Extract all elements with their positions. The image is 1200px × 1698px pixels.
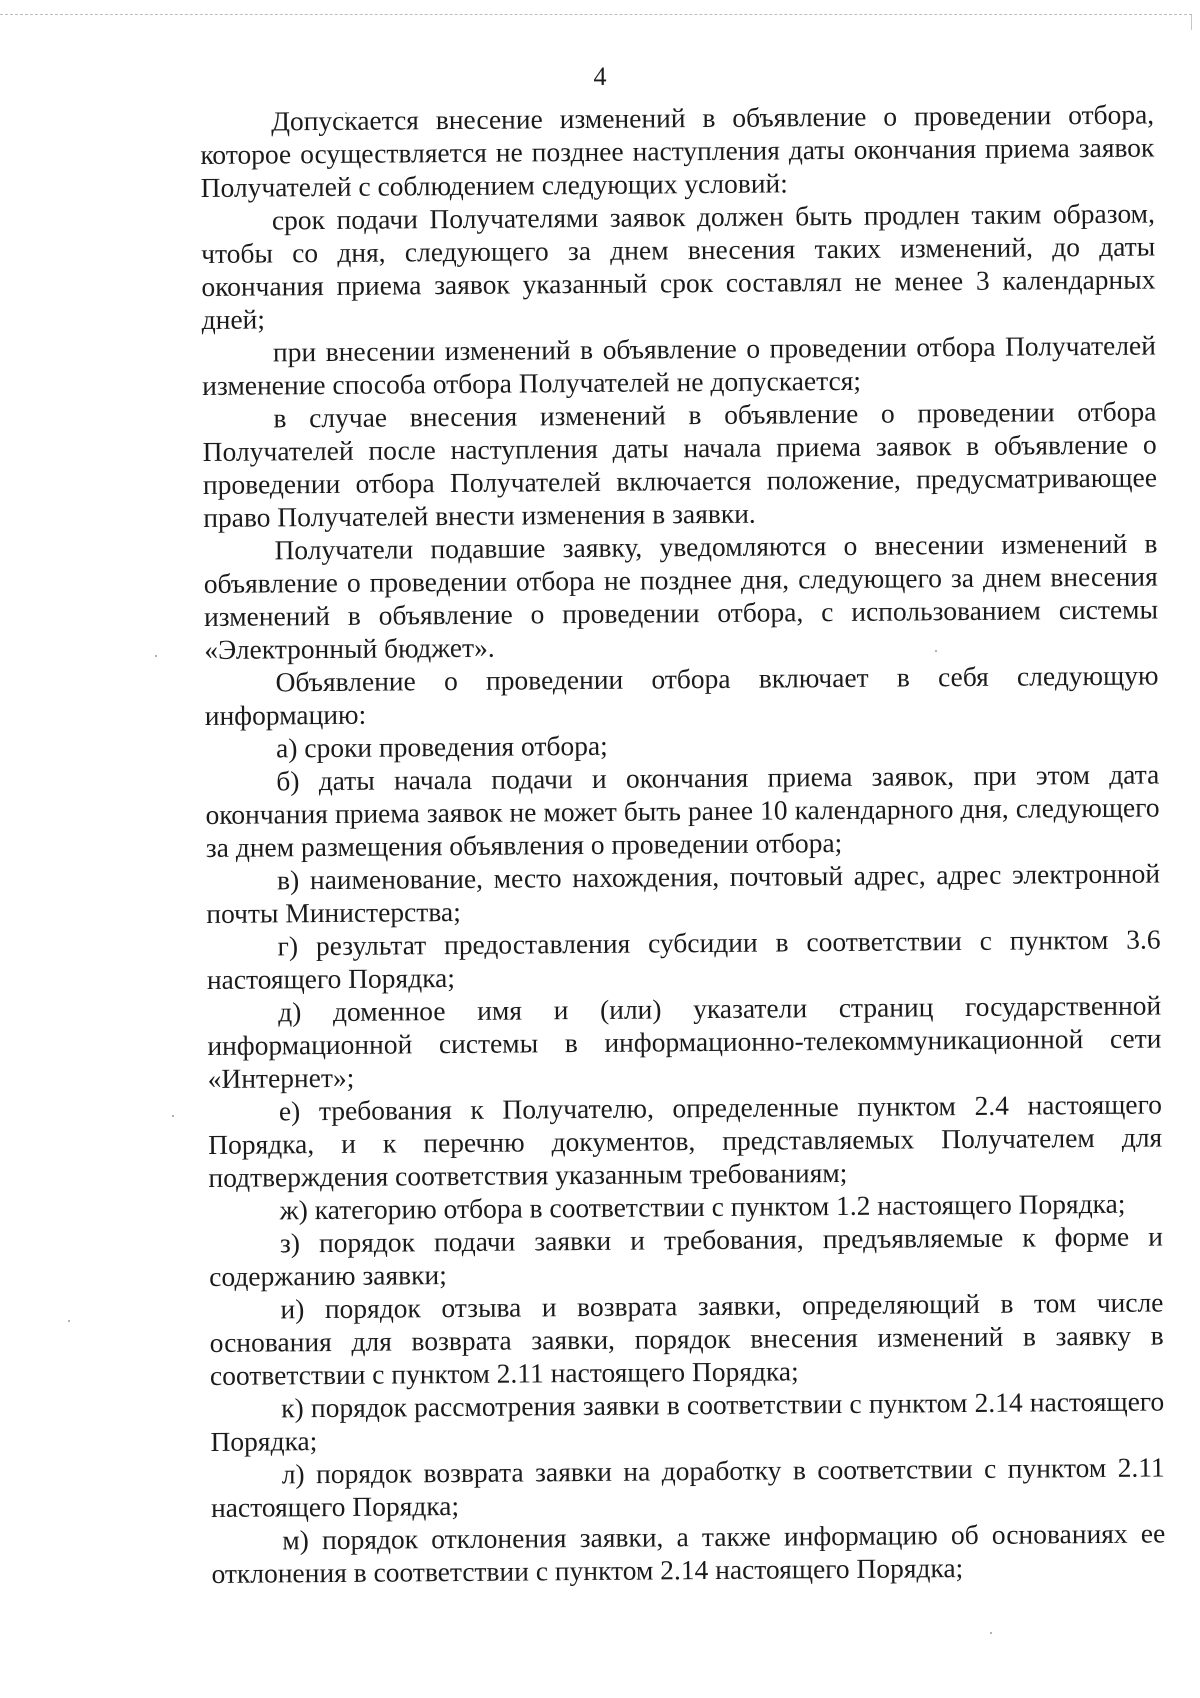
list-item-b: б) даты начала подачи и окончания приема заявок, при этом дата окончания приема заявок не может быть ранее 10 календарного дня, следующего за днем размещения объявления о проведении отбора;	[205, 758, 1160, 863]
paragraph-deadline-extension: срок подачи Получателями заявок должен быть продлен таким образом, чтобы со дня, следующего за днем внесения таких изменений, до даты окончания приема заявок указанный срок составлял не менее 3 календарных дней;	[201, 197, 1156, 335]
list-item-e: е) требования к Получателю, определенные пунктом 2.4 настоящего Порядка, и к перечню документов, представляемых Получателем для подтверждения соответствия указанным требованиям;	[208, 1088, 1163, 1193]
scan-corner-mark	[1191, 14, 1192, 30]
list-item-l: л) порядок возврата заявки на доработку в соответствии с пунктом 2.11 настоящего Порядка;	[210, 1451, 1165, 1523]
list-item-d: д) доменное имя и (или) указатели страниц государственной информационной системы в информационно-телекоммуникационной сети «Интернет»;	[207, 989, 1162, 1094]
paragraph-announcement-contents: Объявление о проведении отбора включает в себя следующую информацию:	[204, 659, 1159, 731]
list-item-k: к) порядок рассмотрения заявки в соответствии с пунктом 2.14 настоящего Порядка;	[210, 1385, 1165, 1457]
scan-top-edge	[0, 14, 1192, 15]
paragraph-notification-of-recipients: Получатели подавшие заявку, уведомляются о внесении изменений в объявление о проведении отбора не позднее дня, следующего за днем внесения изменений в объявление о проведении отбора, с использованием системы «Электронный бюджет».	[203, 527, 1159, 665]
page-number: 4	[593, 62, 607, 91]
document-body	[200, 98, 1166, 1590]
list-item-i: и) порядок отзыва и возврата заявки, определяющий в том числе основания для возврата заявки, порядок внесения изменений в заявку в соответствии с пунктом 2.11 настоящего Порядка;	[209, 1286, 1164, 1391]
scan-speck	[172, 1115, 174, 1117]
paragraph-right-to-amend-applications: в случае внесения изменений в объявление о проведении отбора Получателей после наступления даты начала приема заявок в объявление о проведении отбора Получателей включается положение, предусматривающее право Получателей внести изменения в заявки.	[202, 395, 1158, 533]
scan-speck	[990, 1632, 992, 1634]
list-item-v: в) наименование, место нахождения, почтовый адрес, адрес электронной почты Министерства;	[206, 857, 1161, 929]
list-item-g: г) результат предоставления субсидии в соответствии с пунктом 3.6 настоящего Порядка;	[206, 923, 1161, 995]
paragraph-amendments-allowed: Допускается внесение изменений в объявление о проведении отбора, которое осуществляется не позднее наступления даты окончания приема заявок Получателей с соблюдением следующих условий:	[200, 98, 1155, 203]
scan-speck	[68, 1320, 70, 1322]
list-item-m: м) порядок отклонения заявки, а также информацию об основаниях ее отклонения в соответствии с пунктом 2.14 настоящего Порядка;	[211, 1517, 1166, 1589]
list-item-zh: ж) категорию отбора в соответствии с пунктом 1.2 настоящего Порядка;	[279, 1187, 1126, 1226]
paragraph-method-change-prohibited: при внесении изменений в объявление о проведении отбора Получателей изменение способа отбора Получателей не допускается;	[202, 329, 1157, 401]
list-item-a: а) сроки проведения отбора;	[275, 729, 608, 764]
list-item-z: з) порядок подачи заявки и требования, предъявляемые к форме и содержанию заявки;	[209, 1220, 1164, 1292]
scan-speck	[155, 655, 157, 657]
